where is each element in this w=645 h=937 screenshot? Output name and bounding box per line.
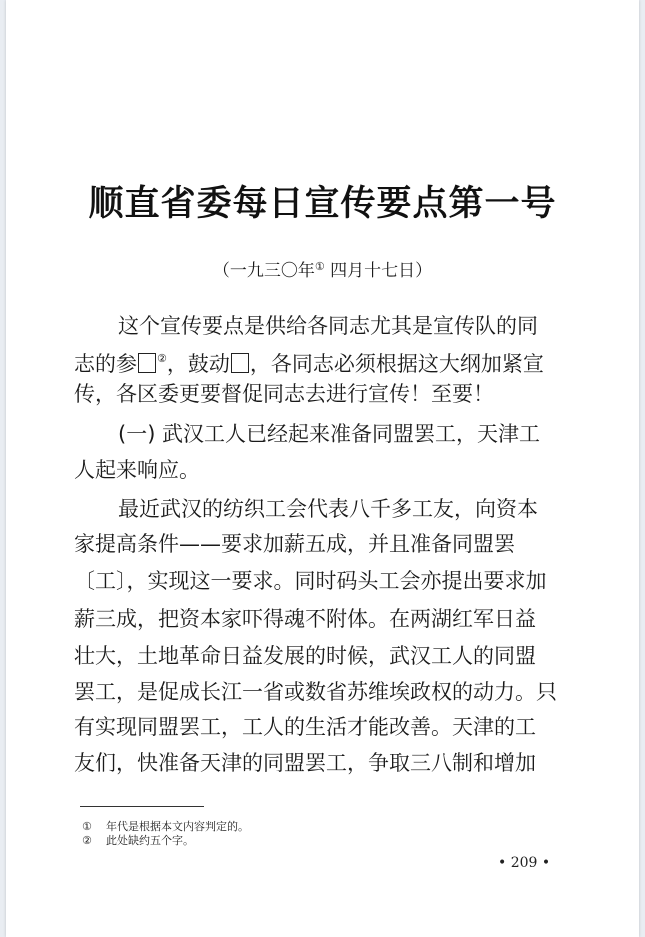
text-segment: ，各同志必须根据这大纲加紧宣 [249,352,544,376]
text-line-2 [74,346,544,377]
text-line-11 [74,679,557,705]
text-line-9 [74,606,536,632]
footnote-ref-2: ② [157,352,167,365]
text-line-5 [74,457,200,483]
page-number: • 209 • [498,855,551,871]
text-segment: ，鼓动 [166,352,230,376]
text-segment: 薪三成，把资本家吓得魂不附体。在两湖红军日益 [74,607,536,631]
document-date [0,256,645,281]
text-line-7 [74,531,515,557]
footnote-text: 此处缺约五个字。 [106,834,194,847]
text-line-8 [74,568,547,594]
footnote-mark: ① [82,820,92,833]
text-line-13 [74,750,536,776]
text-segment: 家提高条件——要求加薪五成，并且准备同盟罢 [74,532,515,556]
date-text-start: （一九三〇年 [212,261,315,281]
text-segment: 〔工〕，实现这一要求。同时码头工会亦提出要求加 [74,569,547,593]
text-line-12 [74,714,536,740]
text-segment: 传，各区委更要督促同志去进行宣传！至要！ [74,382,494,406]
text-segment: 这个宣传要点是供给各同志尤其是宣传队的同 [118,314,538,338]
footnote-ref-1: ① [314,260,325,273]
footnote-text: 年代是根据本文内容判定的。 [106,820,249,833]
footnote-mark: ② [82,834,92,847]
text-line-3 [74,381,494,407]
document-title: 顺直省委每日宣传要点第一号 [88,184,557,224]
text-segment: 壮大，土地革命日益发展的时候，武汉工人的同盟 [74,644,536,668]
text-segment: 友们，快准备天津的同盟罢工，争取三八制和增加 [74,751,536,775]
text-line-4 [118,421,540,447]
text-segment: (一) 武汉工人已经起来准备同盟罢工，天津工 [118,422,541,446]
text-line-10 [74,643,536,669]
text-segment: 罢工，是促成长江一省或数省苏维埃政权的动力。只 [74,680,557,704]
text-segment: 人起来响应。 [74,458,200,482]
date-text-end: 四月十七日） [324,261,433,281]
text-segment: 最近武汉的纺织工会代表八千多工友，向资本 [118,497,538,521]
text-line-1 [118,313,538,339]
missing-text-box [231,353,249,373]
footnote-2 [82,832,194,848]
missing-text-box [138,353,156,373]
footnote-divider [80,806,204,807]
text-segment: 有实现同盟罢工，工人的生活才能改善。天津的工 [74,715,536,739]
text-line-6 [118,496,538,522]
text-segment: 志的参 [74,352,137,376]
